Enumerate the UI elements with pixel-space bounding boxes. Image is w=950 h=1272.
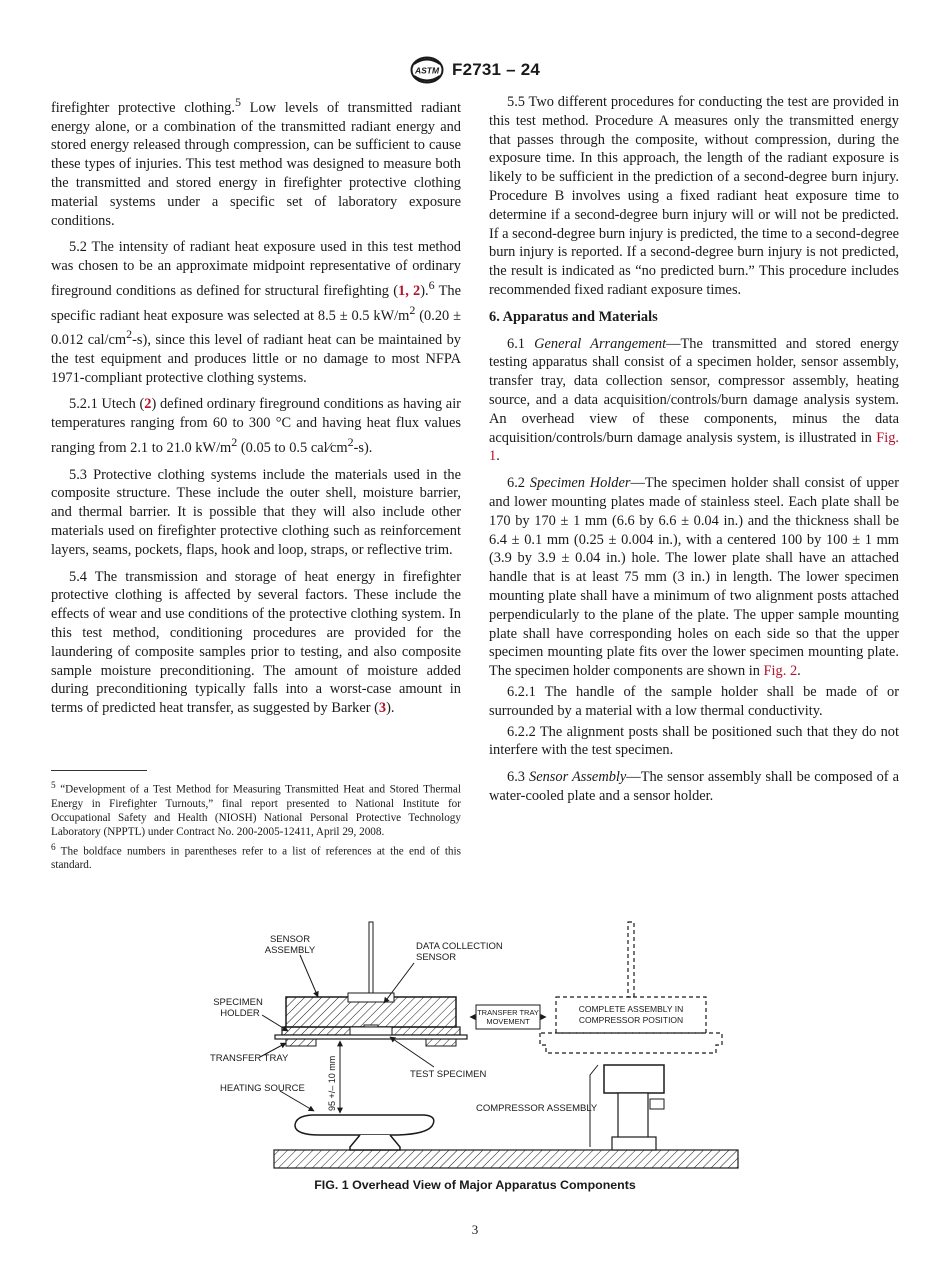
heating-source-label: HEATING SOURCE <box>220 1083 305 1094</box>
footnote-ref-5[interactable]: 5 <box>234 95 241 109</box>
compressor-assembly-label: COMPRESSOR ASSEMBLY <box>476 1103 598 1114</box>
footnotes <box>51 770 461 874</box>
paragraph-5-5: 5.5 Two different procedures for conducting the test are provided in this test method. Procedure A measures only the transmitted energy that passes through the composite, without compression, during the exposure time. In this approach, the length of the radiant exposure is likely to be sufficient in the prediction of a second-degree burn injury. Procedure B involves using a fixed radiant heat exposure time to determine if a second-degree burn injury will or will not be predicted. If a second-degree burn injury is predicted, the time to a second-degree burn injury is reported. If a second-degree burn injury is not predicted, the result is indicated as “no predicted burn.” This procedure includes recommended fixed radiant exposure times. <box>489 94 899 298</box>
sensor-assembly-label: SENSOR <box>269 934 311 945</box>
left-column <box>51 93 461 726</box>
figure-2-link[interactable]: Fig. 2 <box>763 663 798 680</box>
paragraph-5-3: 5.3 Protective clothing systems include the materials used in the composite structure. These include the outer shell, moisture barrier, and thermal barrier. It is possible that they will also include other materials used on firefighter protective clothing such as reinforcement layers, seams, pockets, flaps, hook and loop, straps, or reflective trim. <box>51 466 461 558</box>
paragraph-5-2: 5.2 The intensity of radiant heat exposure used in this test method was chosen to be an approximate midpoint representative of ordinary fireground conditions as defined for structural firefighting (1, 2).$^6$ The specific radiant heat exposure was selected at 8.5 ± 0.5 $kW/m^2$ (0.20 ± 0.012 cal/$cm^2-s$), since this level of radiant heat can be maintained by the test equipment and produces little or no damage to most NFPA 1971-compliant protective clothing systems. <box>51 239 461 386</box>
reference-link[interactable]: 3 <box>378 700 387 717</box>
data-collection-sensor-label: DATA COLLECTION <box>416 941 503 952</box>
paragraph-6-2-2: 6.2.2 The alignment posts shall be positioned such that they do not interfere with the test specimen. <box>489 723 899 759</box>
sensor-probe <box>369 922 373 998</box>
paragraph-5-4: 5.4 The transmission and storage of heat energy in firefighter protective clothing is affected by several factors. These include the effects of wear and use conditions of the protective clothing system. In this test method, conditioning procedures are provided for the laundering of composite samples prior to testing, and also composite sample moisture preconditioning. The amount of moisture added during preconditioning typically falls into a worst-case amount in terms of predicted heat transfer, as suggested by Barker (3). <box>51 568 461 717</box>
astm-logo <box>410 56 444 84</box>
compressor-block <box>604 1065 664 1093</box>
paragraph-6-1: 6.1 General Arrangement—The transmitted and stored energy testing apparatus shall consist of a specimen holder, sensor assembly, transfer tray, data collection sensor, compressor assembly, heating source, and a data acquisition/controls/burn damage analysis system. An overhead view of these components, minus the data acquisition/controls/burn damage analysis system, is illustrated in Fig. 1. <box>489 335 899 465</box>
reference-link[interactable]: 2 <box>144 396 152 413</box>
svg-text:ASSEMBLY: ASSEMBLY <box>264 945 316 956</box>
heating-source-shape <box>295 1115 434 1135</box>
footnote-rule <box>51 770 147 771</box>
footnote-5: $^5$ “Development of a Test Method for Measuring Transmitted Heat and Stored Thermal Energy in Firefighter Turnouts,” final report presented to National Institute for Occupational Safety and Health (NIOSH) National Personal Protective Technology Laboratory (NPPTL) under Contract No. 200-2005-12411, April 29, 2008. <box>51 781 461 839</box>
svg-text:SENSOR: SENSOR <box>416 952 457 963</box>
specimen-holder-label: SPECIMEN <box>213 997 263 1008</box>
paragraph-6-2-1: 6.2.1 The handle of the sample holder shall be made of or surrounded by a material with a low thermal conductivity. <box>489 683 899 719</box>
figure-1-caption: FIG. 1 Overhead View of Major Apparatus Components <box>314 1178 636 1192</box>
paragraph-6-2: 6.2 Specimen Holder—The specimen holder shall consist of upper and lower mounting plates made of stainless steel. Each plate shall be 170 by 170 ± 1 mm (6.6 by 6.6 ± 0.04 in.) and the thickness shall be 6.4 ± 0.1 mm (0.25 ± 0.004 in.), with a centered 100 by 100 ± 1 mm (3.9 by 3.9 ± 0.04 in.) hole. The lower plate shall have an attached handle that is at least 75 mm (3 in.) in length. The lower specimen mounting plate shall have a minimum of two alignment posts attached perpendicularly to the plane of the plate. The upper sample mounting plate shall have corresponding holes on each side so that the upper specimen mounting plate fits over the lower specimen mounting plate. The specimen holder components are shown in Fig. 2. <box>489 475 899 680</box>
page-number: 3 <box>471 1222 479 1237</box>
paragraph-5-2-1: 5.2.1 Utech (2) defined ordinary fireground conditions as having air temperatures ranging from 60 to 300 °C and having heat flux values ranging from 2.1 to 21.0 $kW/m^2$ (0.05 to 0.5 $cal⁄cm^2-s$). <box>51 396 461 456</box>
heating-source-stand <box>350 1135 400 1150</box>
figure-1-link[interactable]: Fig. 1 <box>489 429 899 465</box>
complete-assembly-label: COMPLETE ASSEMBLY IN <box>578 1004 684 1014</box>
footnote-6: $^6$ The boldface numbers in parentheses refer to a list of references at the end of this standard. <box>51 842 461 872</box>
paragraph-6-3: 6.3 Sensor Assembly—The sensor assembly shall be composed of a water-cooled plate and a sensor holder. <box>489 769 899 804</box>
test-specimen-label: TEST SPECIMEN <box>410 1069 487 1080</box>
section-heading-6: 6. Apparatus and Materials <box>489 308 658 325</box>
svg-text:HOLDER: HOLDER <box>220 1008 260 1019</box>
right-column <box>489 93 899 814</box>
paragraph-5-1-continued: firefighter protective clothing.$^5$ Low levels of transmitted radiant energy alone, or a combination of the transmitted radiant energy and stored energy released through compression, can be sufficient to cause these types of injuries. This test method was designed to measure both the transmitted and stored energy in firefighter protective clothing material systems under a specific set of laboratory exposure conditions. <box>51 95 461 229</box>
footnote-ref-6[interactable]: 6 <box>428 277 435 292</box>
transfer-tray-shape <box>275 1035 467 1039</box>
svg-text:COMPRESSOR POSITION: COMPRESSOR POSITION <box>578 1015 684 1025</box>
astm-logo-text: ASTM <box>414 65 440 76</box>
distance-label: 95 +/– 10 mm <box>327 1055 337 1111</box>
transfer-tray-movement-label: TRANSFER TRAY <box>477 1008 539 1017</box>
figure-1-diagram <box>200 915 760 1175</box>
transfer-tray-label: TRANSFER TRAY <box>210 1053 289 1064</box>
base-plate <box>274 1150 738 1168</box>
svg-text:MOVEMENT: MOVEMENT <box>486 1017 530 1026</box>
document-id: F2731 – 24 <box>451 60 540 79</box>
reference-link[interactable]: 1, 2 <box>398 282 421 299</box>
page-header <box>0 56 950 84</box>
